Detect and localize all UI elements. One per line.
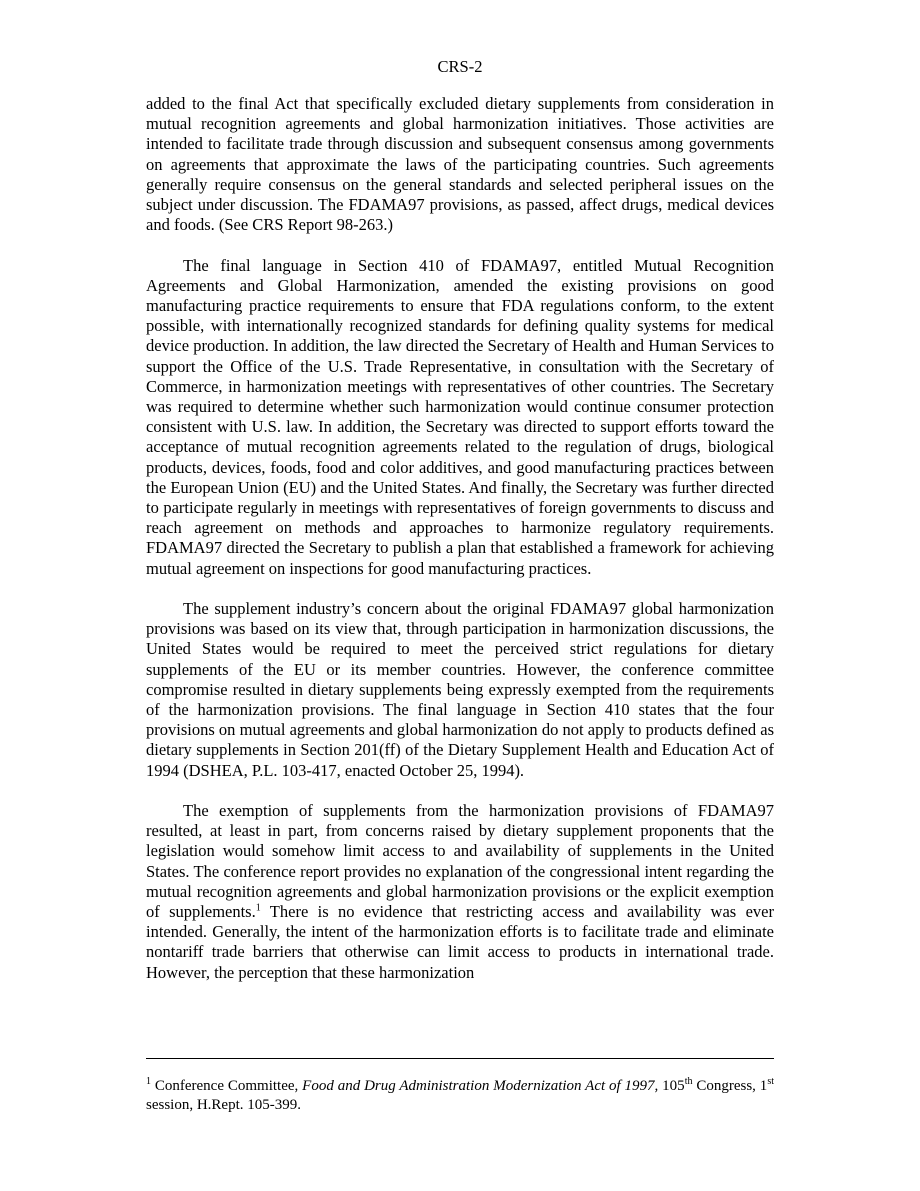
footnote-divider: [146, 1058, 774, 1059]
paragraph-4-text-after-ref: There is no evidence that restricting access and availability was ever intended. Generally, the intent of the harmonization efforts is to facilitate trade and eliminate nontariff trade barriers that otherwise can limit access to products in international trade. However, the perception that these harmonization: [146, 902, 774, 982]
paragraph-2: The final language in Section 410 of FDAMA97, entitled Mutual Recognition Agreements and Global Harmonization, amended the existing provisions on good manufacturing practice requirements to ensure that FDA regulations conform, to the extent possible, with internationally recognized standards for defining quality systems for medical device production. In addition, the law directed the Secretary of Health and Human Services to support the Office of the U.S. Trade Representative, in consultation with the Secretary of Commerce, in harmonization meetings with representatives of other countries. The Secretary was required to determine whether such harmonization would continue consumer protection consistent with U.S. law. In addition, the Secretary was directed to support efforts toward the acceptance of mutual recognition agreements related to the regulation of drugs, biological products, devices, foods, food and color additives, and good manufacturing practices between the European Union (EU) and the United States. And finally, the Secretary was further directed to participate regularly in meetings with representatives of foreign governments to discuss and reach agreement on methods and approaches to harmonize regulatory requirements. FDAMA97 directed the Secretary to publish a plan that established a framework for achieving mutual agreement on inspections for good manufacturing practices.: [146, 255, 774, 578]
footnote-congress-word: Congress, 1: [692, 1078, 768, 1094]
page-header: [146, 57, 774, 77]
footnote: [146, 1077, 774, 1114]
paragraph-1: added to the final Act that specifically excluded dietary supplements from consideration in mutual recognition agreements and global harmonization initiatives. Those activities are intended to facilitate trade through discussion and subsequent consensus among governments on agreements that approximate the laws of the participating countries. Such agreements generally require consensus on the general standards and selected peripheral issues on the subject under discussion. The FDAMA97 provisions, as passed, affect drugs, medical devices and foods. (See CRS Report 98-263.): [146, 94, 774, 235]
paragraph-4: [146, 801, 774, 983]
footnote-reference[interactable]: 1: [255, 902, 261, 914]
page-label: CRS-2: [437, 57, 483, 76]
footnote-tail: session, H.Rept. 105-399.: [146, 1096, 301, 1113]
footnote-lead: Conference Committee,: [151, 1078, 303, 1094]
footnote-congress-suffix: th: [684, 1076, 693, 1087]
footnote-marker: 1: [146, 1076, 151, 1087]
footnote-title: Food and Drug Administration Modernization Act of 1997,: [302, 1078, 659, 1094]
paragraph-4-text-before-ref: The exemption of supplements from the harmonization provisions of FDAMA97 resulted, at least in part, from concerns raised by dietary supplement proponents that the legislation would somehow limit access to and availability of supplements in the United States. The conference report provides no explanation of the congressional intent regarding the mutual recognition agreements and global harmonization provisions or the explicit exemption of supplements.: [146, 801, 774, 922]
body-text: [146, 94, 774, 1003]
paragraph-3: The supplement industry’s concern about the original FDAMA97 global harmonization provisions was based on its view that, through participation in harmonization discussions, the United States would be required to meet the perceived strict regulations for dietary supplements of the EU or its member countries. However, the conference committee compromise resulted in dietary supplements being expressly exempted from the requirements of the harmonization provisions. The final language in Section 410 states that the four provisions on mutual agreements and global harmonization do not apply to products defined as dietary supplements in Section 201(ff) of the Dietary Supplement Health and Education Act of 1994 (DSHEA, P.L. 103-417, enacted October 25, 1994).: [146, 599, 774, 780]
footnote-session-suffix: st: [767, 1076, 774, 1087]
footnote-congress-number: 105: [658, 1078, 685, 1094]
